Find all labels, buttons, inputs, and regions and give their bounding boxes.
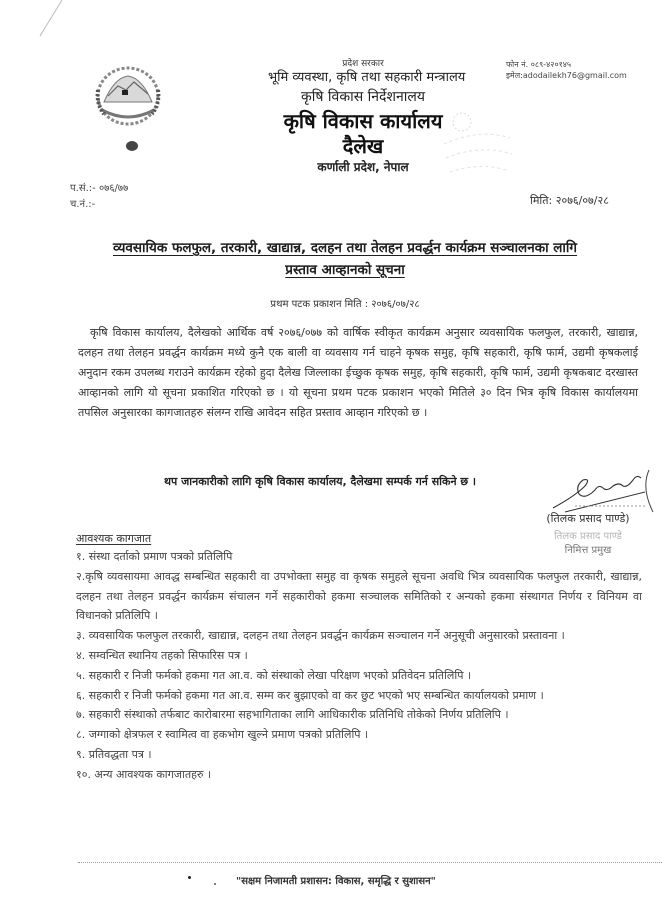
list-item: ९. प्रतिवद्धता पत्र । xyxy=(76,747,152,761)
emblem-footprint-icon xyxy=(125,140,139,152)
email-line xyxy=(506,70,627,81)
notice-body: कृषि विकास कार्यालय, दैलेखको आर्थिक वर्ष २०७६/०७७ को वार्षिक स्वीकृत कार्यक्रम अनुसार व्यवसायिक फलफुल, तरकारी, खाद्यान्न, दलहन तथा तेलहन प्रवर्द्धन कार्यक्रम मध्ये कुनै एक बाली वा व्यवसाय गर्न चाहने कृषक समुह, कृषि सहकारी, कृषि फार्म, उद्यमी कृषकलाई अनुदान रकम उपलब्ध गराउने कार्यक्रम रहेको हुदा दैलेख जिल्लाका ईच्छुक कृषक समुह, कृषि सहकारी, कृषि फार्म, उद्यमी कृषकबाट दरखास्त आव्हानको लागि यो सूचना प्रकाशित गरिएको छ । यो सूचना प्रथम पटक प्रकाशन भएको मितिले ३० दिन भित्र कृषि विकास कार्यालयमा तपसिल अनुसारका कागजातहरु संलग्न राखि आवेदन सहित प्रस्ताव आव्हान गरिएको छ । xyxy=(78,326,638,419)
list-item: ६. सहकारी र निजी फर्मको हकमा गत आ.व. सम्म कर बुझाएको वा कर छुट भएको भए सम्बन्धित कार्यालयको प्रमाण । xyxy=(76,688,544,702)
required-documents-heading: आवश्यक कागजात xyxy=(76,532,152,545)
list-item: ३. व्यवसायिक फलफुल तरकारी, खाद्यान्न, दलहन तथा तेलहन प्रवर्द्धन कार्यक्रम सञ्चालन गर्ने अनुसूची अनुसारको प्रस्तावना । xyxy=(76,629,565,643)
phone-line xyxy=(506,59,571,70)
government-label: प्रदेश सरकार xyxy=(342,59,384,69)
email-label: इमेल: xyxy=(506,71,523,80)
phone-number: ०८९-४२०१४५ xyxy=(530,60,572,69)
notice-title-line1 xyxy=(60,238,630,256)
list-item: १. संस्था दर्ताको प्रमाण पत्रको प्रतिलिपि xyxy=(76,550,233,563)
nepal-government-emblem-icon xyxy=(92,60,164,130)
bullet-mark xyxy=(214,883,216,885)
email-address[interactable]: adodailekh76@gmail.com xyxy=(522,71,627,80)
signatory-name-stamp: तिलक प्रसाद पाण्डे xyxy=(554,531,622,542)
notice-title-line1-text: व्यवसायिक फलफुल, तरकारी, खाद्यान्न, दलहन तथा तेलहन प्रवर्द्धन कार्यक्रम सञ्चालनका लागि xyxy=(112,240,578,256)
bullet-mark xyxy=(188,876,191,879)
notice-title-line2-text: प्रस्ताव आव्हानको सूचना xyxy=(285,262,405,278)
district-name: दैलेख xyxy=(342,134,384,158)
letter-number: प.सं.:- ०७६/७७ xyxy=(70,183,129,194)
office-name: कृषि विकास कार्यालय xyxy=(283,109,443,133)
list-item: २.कृषि व्यवसायमा आवद्ध सम्बन्धित सहकारी वा उपभोक्ता समुह वा कृषक समुहले सूचना अवधि भित्र व्यवसायिक फलफुल तरकारी, खाद्यान्न, दलहन तथा तेलहन प्रवर्द्धन कार्यक्रम संचालन गर्ने सहकारीको हकमा सञ्चालक समितिको र अन्यको हकमा संस्थागत निर्णय र विनियम वा विधानको प्रतिलिपि । xyxy=(76,569,642,623)
letter-date: मिति: २०७६/०७/२८ xyxy=(530,194,609,207)
ministry-name: भूमि व्यवस्था, कृषि तथा सहकारी मन्त्रालय xyxy=(268,70,466,85)
province-name: कर्णाली प्रदेश, नेपाल xyxy=(317,160,409,174)
list-item: ७. सहकारी संस्थाको तर्फबाट कारोबारमा सहभागिताका लागि आधिकारीक प्रतिनिधि तोकेको निर्णय प्रतिलिपि । xyxy=(76,708,509,722)
signatory-designation: निमित्त प्रमुख xyxy=(564,545,612,556)
list-item: ५. सहकारी र निजी फर्मको हकमा गत आ.व. को संस्थाको लेखा परिक्षण भएको प्रतिवेदन प्रतिलिपि । xyxy=(76,668,472,682)
directorate-name: कृषि विकास निर्देशनालय xyxy=(301,89,425,105)
scan-corner-line xyxy=(0,0,80,80)
first-publication-date: प्रथम पटक प्रकाशन मिति : २०७६/०७/२८ xyxy=(270,299,420,310)
dispatch-number: च.नं.:- xyxy=(70,199,96,210)
signatory-name: (तिलक प्रसाद पाण्डे) xyxy=(546,512,630,525)
office-seal-stamp-icon xyxy=(440,108,520,188)
footer-divider xyxy=(78,862,662,863)
list-item: ८. जग्गाको क्षेत्रफल र स्वामित्व वा हकभोग खुल्ने प्रमाण पत्रको प्रतिलिपि । xyxy=(76,728,369,742)
signature-icon xyxy=(545,468,660,513)
notice-title-line2 xyxy=(60,260,630,278)
footer-motto: "सक्षम निजामती प्रशासन: विकास, समृद्धि र सुशासन" xyxy=(236,876,436,887)
contact-note: थप जानकारीको लागि कृषि विकास कार्यालय, दैलेखमा सम्पर्क गर्न सकिने छ । xyxy=(164,475,477,488)
list-item: १०. अन्य आवश्यक कागजातहरु । xyxy=(76,767,212,781)
list-item: ४. सम्वन्धित स्थानिय तहको सिफारिस पत्र । xyxy=(76,648,248,662)
phone-label: फोन नं. xyxy=(506,60,529,69)
required-documents-list xyxy=(76,547,642,785)
